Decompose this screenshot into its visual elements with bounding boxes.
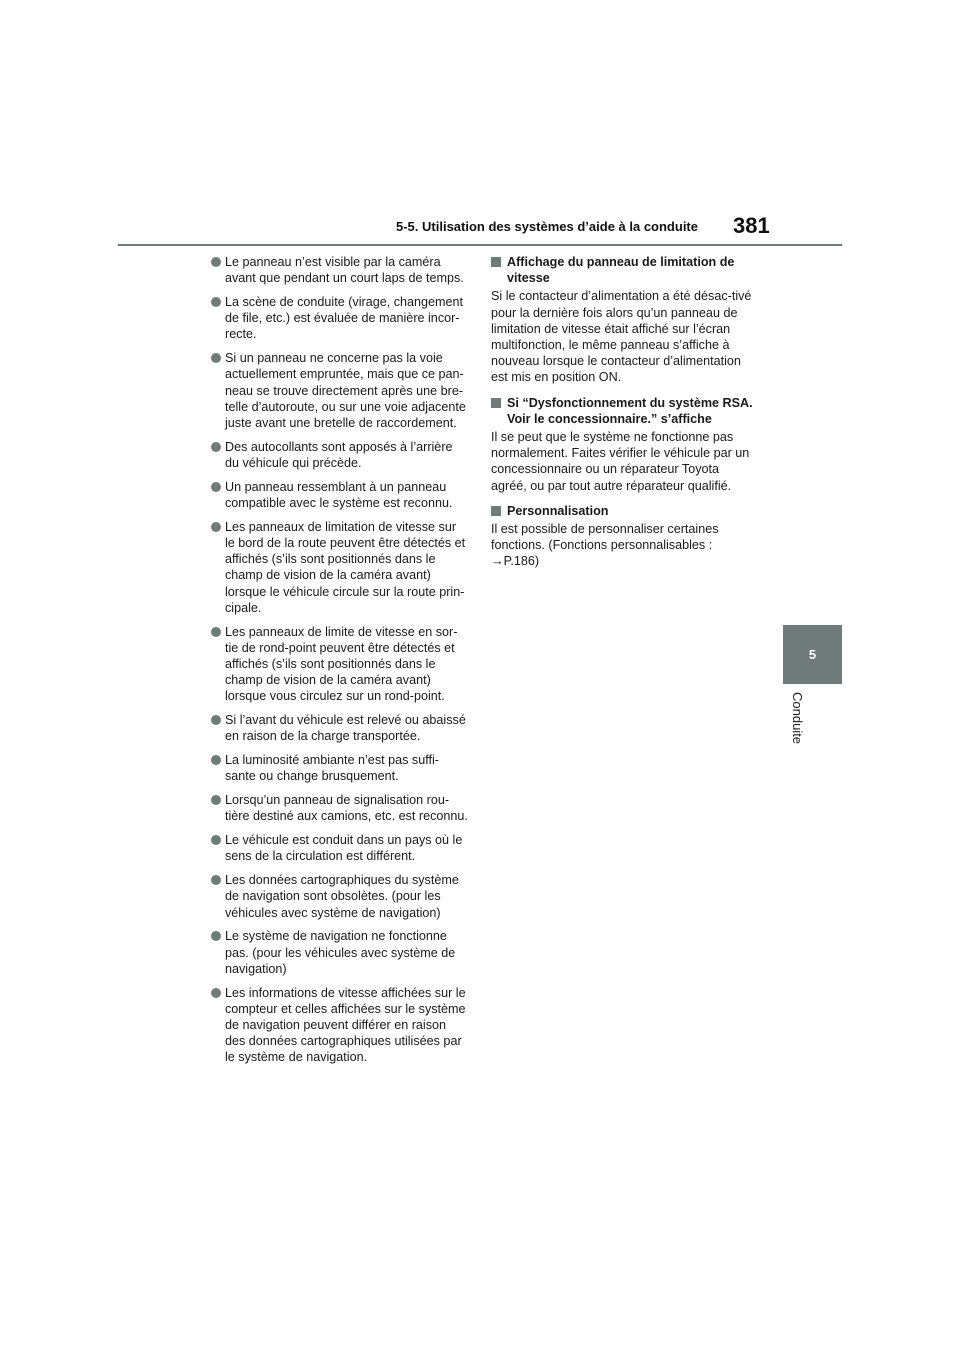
bullet-icon bbox=[211, 835, 221, 845]
list-item-text: Des autocollants sont apposés à l’arrière du véhicule qui précède. bbox=[225, 439, 453, 471]
list-item-text: La scène de conduite (virage, changement de file, etc.) est évaluée de manière incor-recte. bbox=[225, 295, 464, 342]
list-item bbox=[211, 872, 469, 921]
list-item bbox=[211, 254, 469, 286]
subsection-heading bbox=[491, 503, 755, 519]
list-item bbox=[211, 479, 469, 511]
list-item-text: Si l’avant du véhicule est relevé ou abaissé en raison de la charge transportée. bbox=[225, 713, 466, 744]
chapter-label: Conduite bbox=[790, 692, 805, 745]
list-item-text: Les données cartographiques du système de navigation sont obsolètes. (pour les véhicules avec système de navigation) bbox=[225, 873, 459, 920]
subsection-body: Il est possible de personnaliser certaines fonctions. (Fonctions personnalisables : →P.186) bbox=[491, 522, 719, 569]
bullet-icon bbox=[211, 353, 221, 363]
bullet-icon bbox=[211, 257, 221, 267]
chapter-number: 5 bbox=[808, 647, 817, 662]
page-header bbox=[0, 0, 960, 246]
subsection-heading bbox=[491, 395, 755, 427]
bullet-icon bbox=[211, 988, 221, 998]
list-item bbox=[211, 928, 469, 977]
list-item bbox=[211, 985, 469, 1066]
square-bullet-icon bbox=[491, 506, 501, 516]
subsection-customization bbox=[491, 503, 755, 570]
list-item-text: Si un panneau ne concerne pas la voie actuellement empruntée, mais que ce pan-neau se trouve directement après une bre-telle d’autoroute, ou sur une voie adjacente juste avant une bretelle de raccordement. bbox=[225, 351, 466, 431]
list-item bbox=[211, 519, 469, 616]
subsection-rsa-malfunction bbox=[491, 395, 755, 494]
list-item-text: Les panneaux de limitation de vitesse sur le bord de la route peuvent être détectés et affichés (s’ils sont positionnés dans le champ de vision de la caméra avant) lorsque le véhicule circule sur la route prin-cipale. bbox=[225, 519, 466, 615]
bullet-icon bbox=[211, 931, 221, 941]
square-bullet-icon bbox=[491, 398, 501, 408]
list-item-text: Un panneau ressemblant à un panneau compatible avec le système est reconnu. bbox=[225, 479, 453, 511]
list-item-text: Les informations de vitesse affichées sur le compteur et celles affichées sur le système de navigation peuvent différer en raison des données cartographiques utilisées par le système de navigation. bbox=[225, 985, 466, 1065]
chapter-tab bbox=[783, 625, 842, 684]
list-item bbox=[211, 752, 469, 784]
list-item bbox=[211, 624, 469, 705]
right-column bbox=[491, 254, 755, 579]
list-item-text: Les panneaux de limite de vitesse en sor-tie de rond-point peuvent être détectés et affichés (s’ils sont positionnés dans le champ de vision de la caméra avant) lorsque vous circulez sur un rond-point. bbox=[225, 624, 458, 704]
bullet-icon bbox=[211, 522, 221, 532]
bullet-icon bbox=[211, 297, 221, 307]
subsection-heading-text: Personnalisation bbox=[507, 503, 609, 518]
list-item bbox=[211, 832, 469, 864]
list-item-text: Le véhicule est conduit dans un pays où le sens de la circulation est différent. bbox=[225, 833, 463, 864]
square-bullet-icon bbox=[491, 257, 501, 267]
list-item-text: Le panneau n’est visible par la caméra avant que pendant un court laps de temps. bbox=[225, 255, 464, 286]
list-item bbox=[211, 294, 469, 343]
list-item bbox=[211, 712, 469, 744]
section-title: 5-5. Utilisation des systèmes d’aide à la conduite bbox=[396, 219, 698, 234]
left-column bbox=[211, 254, 469, 1073]
bullet-icon bbox=[211, 755, 221, 765]
list-item bbox=[211, 350, 469, 431]
list-item-text: La luminosité ambiante n’est pas suffi-sante ou change brusquement. bbox=[225, 753, 439, 784]
subsection-heading bbox=[491, 254, 755, 286]
list-item-text: Le système de navigation ne fonctionne pas. (pour les véhicules avec système de navigation) bbox=[225, 929, 456, 976]
bullet-icon bbox=[211, 482, 221, 492]
subsection-body: Il se peut que le système ne fonctionne pas normalement. Faites vérifier le véhicule par un concessionnaire ou un réparateur Toyota agréé, ou par tout autre réparateur qualifié. bbox=[491, 430, 750, 493]
header-divider bbox=[118, 244, 842, 246]
bullet-icon bbox=[211, 627, 221, 637]
bullet-icon bbox=[211, 715, 221, 725]
list-item-text: Lorsqu’un panneau de signalisation rou-tière destiné aux camions, etc. est reconnu. bbox=[225, 793, 468, 824]
subsection-heading-text: Si “Dysfonctionnement du système RSA. Voir le concessionnaire.” s’affiche bbox=[507, 395, 753, 426]
bullet-icon bbox=[211, 875, 221, 885]
chapter-label-wrapper bbox=[790, 692, 820, 812]
bullet-icon bbox=[211, 442, 221, 452]
subsection-body: Si le contacteur d’alimentation a été désac-tivé pour la dernière fois alors qu’un panneau de limitation de vitesse était affiché sur l’écran multifonction, le même panneau s’affiche à nouveau lorsque le contacteur d’alimentation est mis en position ON. bbox=[491, 289, 752, 385]
page-number: 381 bbox=[733, 213, 770, 238]
list-item bbox=[211, 439, 469, 471]
list-item bbox=[211, 792, 469, 824]
subsection-speed-sign-display bbox=[491, 254, 755, 386]
subsection-heading-text: Affichage du panneau de limitation de vitesse bbox=[507, 255, 735, 286]
bullet-icon bbox=[211, 795, 221, 805]
